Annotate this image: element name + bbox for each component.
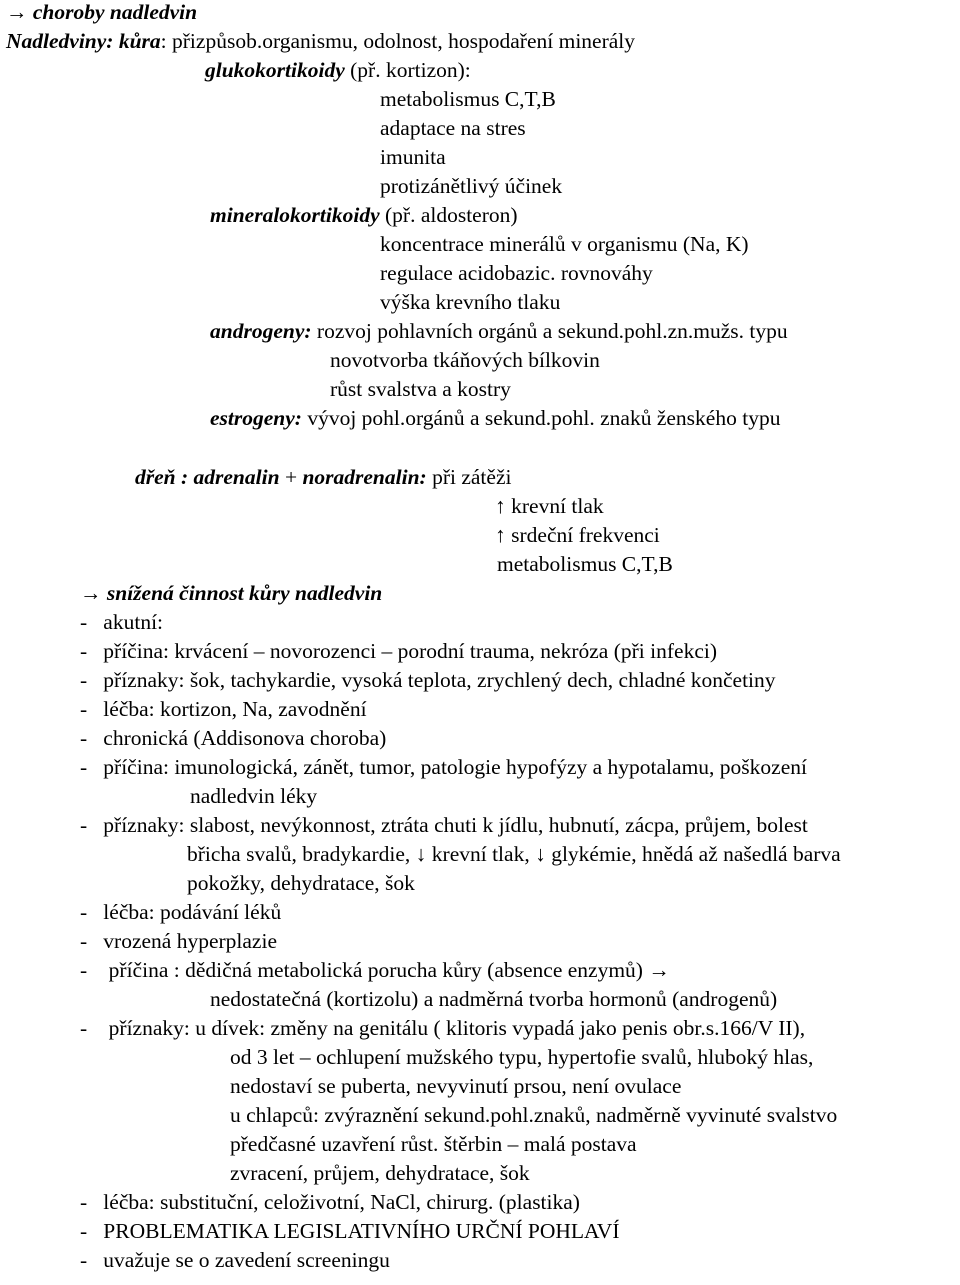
noradrenalin-desc: při zátěži [426, 465, 512, 489]
list-item-continued: předčasné uzavření růst. štěrbin – malá postava [230, 1132, 637, 1156]
heading-choroby-nadledvin: → choroby nadledvin [6, 0, 198, 24]
list-item: - léčba: substituční, celoživotní, NaCl, chirurg. (plastika) [80, 1190, 580, 1214]
list-item: - akutní: [80, 610, 164, 634]
gluko-item: metabolismus C,T,B [380, 87, 556, 111]
glukokortikoidy-label: glukokortikoidy [205, 58, 345, 82]
list-item-continued: nadledvin léky [190, 784, 318, 808]
list-item-continued: od 3 let – ochlupení mužského typu, hypertofie svalů, hluboký hlas, [230, 1045, 814, 1069]
andro-item: růst svalstva a kostry [330, 377, 511, 401]
dren-item: ↑ krevní tlak [495, 494, 604, 518]
minero-item: regulace acidobazic. rovnováhy [380, 261, 653, 285]
dren-item: metabolismus C,T,B [497, 552, 673, 576]
kura-desc: : přizpůsob.organismu, odolnost, hospodaření minerály [160, 29, 636, 53]
minero-item: výška krevního tlaku [380, 290, 561, 314]
arrow-up-icon: ↑ [495, 523, 506, 547]
mineralokortikoidy-line [210, 202, 518, 228]
list-item-continued: u chlapců: zvýraznění sekund.pohl.znaků, nadměrně vyvinuté svalstvo [230, 1103, 838, 1127]
list-item-continued: pokožky, dehydratace, šok [187, 871, 415, 895]
minero-item: koncentrace minerálů v organismu (Na, K) [380, 232, 749, 256]
list-item: - příznaky: u dívek: změny na genitálu ( klitoris vypadá jako penis obr.s.166/V II), [80, 1016, 806, 1040]
estrogeny-label: estrogeny: [210, 406, 302, 430]
estrogeny-line [210, 405, 780, 431]
arrow-up-icon: ↑ [495, 494, 506, 518]
list-item-continued: břicha svalů, bradykardie, ↓ krevní tlak, ↓ glykémie, hnědá až našedlá barva [187, 842, 841, 866]
mineralokortikoidy-label: mineralokortikoidy [210, 203, 380, 227]
list-item: - příčina : dědičná metabolická porucha kůry (absence enzymů) → [80, 958, 670, 982]
glukokortikoidy-line [205, 57, 471, 83]
list-item: - chronická (Addisonova choroba) [80, 726, 387, 750]
kura-line [6, 28, 635, 54]
list-item: - příčina: krvácení – novorozenci – porodní trauma, nekróza (při infekci) [80, 639, 717, 663]
noradrenalin-label: noradrenalin: [302, 465, 427, 489]
gluko-item: adaptace na stres [380, 116, 526, 140]
estrogeny-desc: vývoj pohl.orgánů a sekund.pohl. znaků ženského typu [301, 406, 781, 430]
arrow-down-icon: ↓ [535, 842, 546, 866]
glukokortikoidy-desc: (př. kortizon): [344, 58, 471, 82]
list-item: - příznaky: šok, tachykardie, vysoká teplota, zrychlený dech, chladné končetiny [80, 668, 776, 692]
mineralokortikoidy-desc: (př. aldosteron) [379, 203, 518, 227]
list-item: - léčba: kortizon, Na, zavodnění [80, 697, 367, 721]
list-item-continued: zvracení, průjem, dehydratace, šok [230, 1161, 530, 1185]
list-item-continued: nedostatečná (kortizolu) a nadměrná tvorba hormonů (androgenů) [210, 987, 778, 1011]
list-item: - uvažuje se o zavedení screeningu [80, 1248, 390, 1272]
kura-label: kůra [118, 29, 161, 53]
androgeny-label: androgeny: [210, 319, 312, 343]
list-item: - PROBLEMATIKA LEGISLATIVNÍHO URČNÍ POHLAVÍ [80, 1219, 620, 1243]
list-item-continued: nedostaví se puberta, nevyvinutí prsou, není ovulace [230, 1074, 682, 1098]
gluko-item: protizánětlivý účinek [380, 174, 563, 198]
andro-item: novotvorba tkáňových bílkovin [330, 348, 600, 372]
androgeny-desc: rozvoj pohlavních orgánů a sekund.pohl.zn.mužs. typu [311, 319, 788, 343]
list-item: - vrozená hyperplazie [80, 929, 277, 953]
heading-snizena-cinnost: → snížená činnost kůry nadledvin [80, 581, 383, 605]
dren-label: dřeň : adrenalin [135, 465, 280, 489]
gluko-item: imunita [380, 145, 446, 169]
plus-sign: + [279, 465, 303, 489]
list-item: - příčina: imunologická, zánět, tumor, patologie hypofýzy a hypotalamu, poškození [80, 755, 807, 779]
list-item: - příznaky: slabost, nevýkonnost, ztráta chuti k jídlu, hubnutí, zácpa, průjem, bolest [80, 813, 808, 837]
arrow-down-icon: ↓ [415, 842, 427, 866]
list-item: - léčba: podávání léků [80, 900, 282, 924]
androgeny-line [210, 318, 788, 344]
dren-item: ↑ srdeční frekvenci [495, 523, 660, 547]
nadledviny-label: Nadledviny: [6, 29, 114, 53]
dren-line [135, 464, 511, 490]
